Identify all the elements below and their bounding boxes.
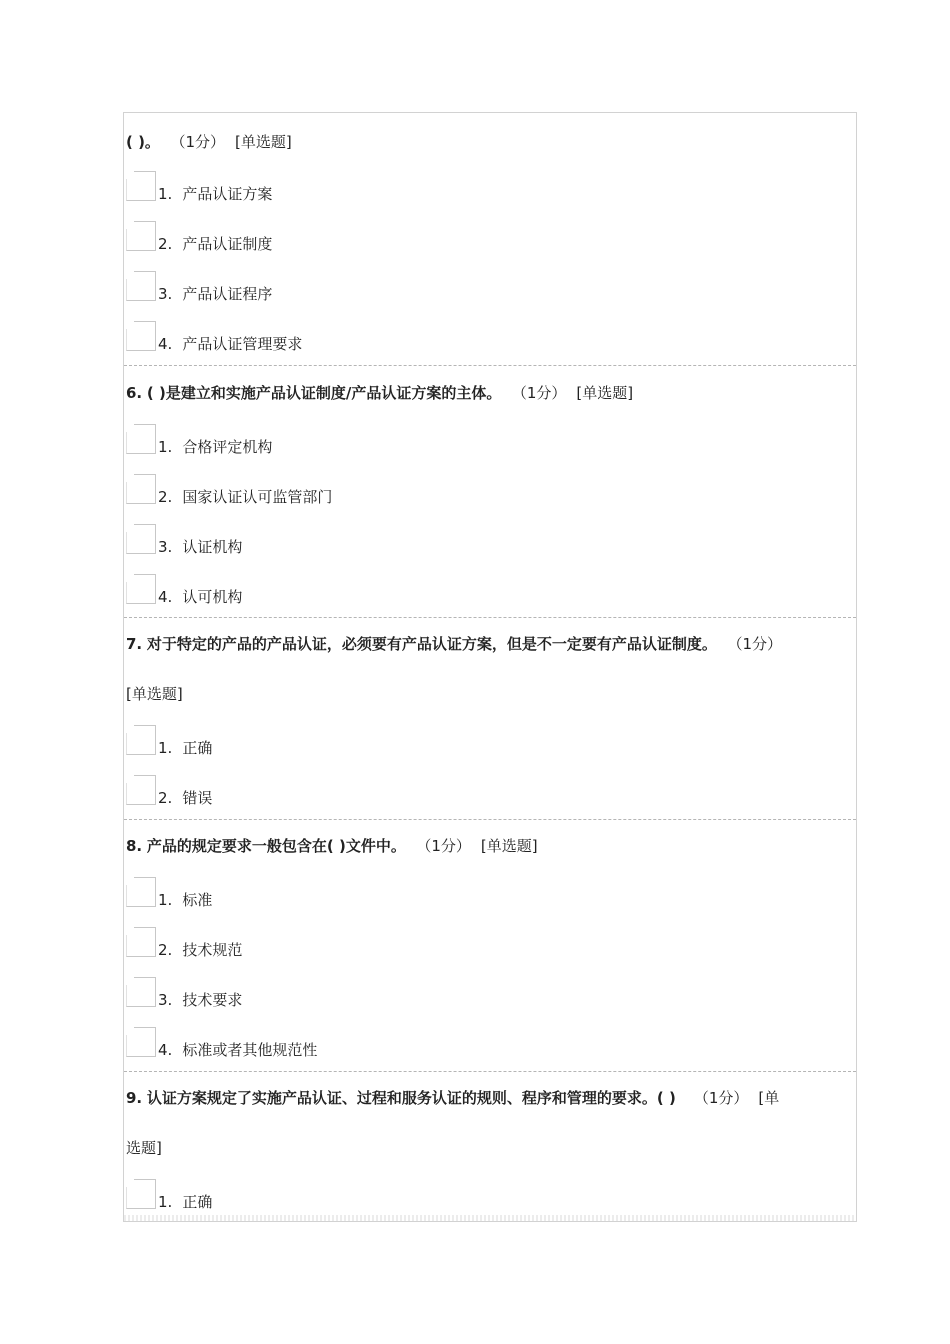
- option-label: 1. 合格评定机构: [158, 438, 273, 456]
- option-1[interactable]: [126, 1179, 726, 1213]
- question-8: [124, 820, 856, 1072]
- checkbox-icon[interactable]: [126, 171, 156, 201]
- option-label: 2. 产品认证制度: [158, 235, 273, 253]
- question-type-part: [单: [758, 1089, 780, 1107]
- question-text: 产品的规定要求一般包含在( )文件中。: [146, 837, 406, 855]
- option-label: 3. 认证机构: [158, 538, 243, 556]
- question-type: [单选题]: [126, 685, 183, 703]
- option-2[interactable]: [126, 927, 726, 961]
- option-1[interactable]: [126, 877, 726, 911]
- question-6: [124, 366, 856, 618]
- option-4[interactable]: [126, 1027, 726, 1061]
- option-2[interactable]: [126, 221, 726, 255]
- option-label: 1. 标准: [158, 891, 213, 909]
- checkbox-icon[interactable]: [126, 524, 156, 554]
- option-2[interactable]: [126, 474, 726, 508]
- option-3[interactable]: [126, 271, 726, 305]
- footer-strip: [124, 1215, 856, 1221]
- question-number: 8.: [126, 837, 143, 855]
- option-4[interactable]: [126, 321, 726, 355]
- option-label: 1. 产品认证方案: [158, 185, 273, 203]
- question-score: （1分）: [734, 635, 782, 653]
- question-7: [124, 618, 856, 820]
- option-label: 2. 错误: [158, 789, 213, 807]
- question-type-part: 选题]: [126, 1139, 162, 1157]
- option-1[interactable]: [126, 171, 726, 205]
- option-4[interactable]: [126, 574, 726, 608]
- checkbox-icon[interactable]: [126, 775, 156, 805]
- option-label: 1. 正确: [158, 1193, 213, 1211]
- question-text: ( )是建立和实施产品认证制度/产品认证方案的主体。: [146, 384, 502, 402]
- question-type: [单选题]: [234, 133, 292, 151]
- option-label: 4. 标准或者其他规范性: [158, 1041, 318, 1059]
- option-1[interactable]: [126, 424, 726, 458]
- checkbox-icon[interactable]: [126, 574, 156, 604]
- option-label: 3. 技术要求: [158, 991, 243, 1009]
- checkbox-icon[interactable]: [126, 725, 156, 755]
- question-score: （1分）: [423, 837, 471, 855]
- checkbox-icon[interactable]: [126, 424, 156, 454]
- option-label: 2. 国家认证认可监管部门: [158, 488, 333, 506]
- exam-frame: [123, 112, 857, 1222]
- question-type: [单选题]: [480, 837, 538, 855]
- checkbox-icon[interactable]: [126, 321, 156, 351]
- checkbox-icon[interactable]: [126, 877, 156, 907]
- checkbox-icon[interactable]: [126, 221, 156, 251]
- option-label: 1. 正确: [158, 739, 213, 757]
- question-header: [126, 382, 633, 403]
- checkbox-icon[interactable]: [126, 927, 156, 957]
- question-header: [126, 835, 538, 856]
- checkbox-icon[interactable]: [126, 977, 156, 1007]
- checkbox-icon[interactable]: [126, 474, 156, 504]
- question-number: 7.: [126, 635, 143, 653]
- question-header: [126, 131, 292, 152]
- question-text: 对于特定的产品的产品认证，必须要有产品认证方案，但是不一定要有产品认证制度。: [146, 635, 717, 653]
- question-text: 认证方案规定了实施产品认证、过程和服务认证的规则、程序和管理的要求。( ): [146, 1089, 676, 1107]
- question-score: （1分）: [693, 1089, 749, 1107]
- question-header: [126, 633, 782, 654]
- option-3[interactable]: [126, 977, 726, 1011]
- question-5: [124, 113, 856, 366]
- question-text: ( )。: [126, 133, 160, 151]
- option-2[interactable]: [126, 775, 726, 809]
- question-score: （1分）: [177, 133, 225, 151]
- checkbox-icon[interactable]: [126, 271, 156, 301]
- option-label: 4. 产品认证管理要求: [158, 335, 303, 353]
- question-9: [124, 1072, 856, 1222]
- option-1[interactable]: [126, 725, 726, 759]
- question-score: （1分）: [519, 384, 567, 402]
- option-label: 3. 产品认证程序: [158, 285, 273, 303]
- checkbox-icon[interactable]: [126, 1179, 156, 1209]
- question-header: [126, 1087, 779, 1108]
- option-3[interactable]: [126, 524, 726, 558]
- option-label: 4. 认可机构: [158, 588, 243, 606]
- question-number: 6.: [126, 384, 143, 402]
- question-type: [单选题]: [576, 384, 634, 402]
- checkbox-icon[interactable]: [126, 1027, 156, 1057]
- option-label: 2. 技术规范: [158, 941, 243, 959]
- question-number: 9.: [126, 1089, 143, 1107]
